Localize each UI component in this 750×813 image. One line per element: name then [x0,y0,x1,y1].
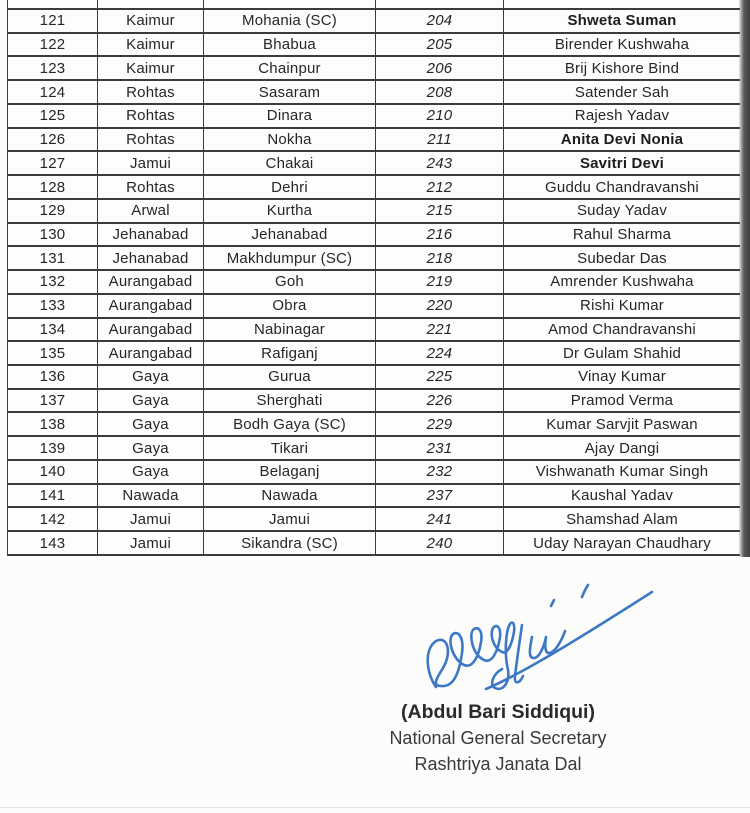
constituency-cell: Kurtha [204,200,376,222]
constituency-cell: Dinara [204,105,376,127]
serial-cell: 142 [8,508,98,530]
serial-cell: 125 [8,105,98,127]
signature-apostrophe [582,585,588,597]
signature-j-dot [551,600,554,606]
constituency-number-cell: 240 [376,532,504,554]
serial-cell: 139 [8,437,98,459]
table-row [8,437,740,461]
candidate-name-cell: Rahul Sharma [572,225,672,243]
table-row [8,176,740,200]
table-row [8,295,740,319]
candidate-name-cell: Shamshad Alam [566,510,678,528]
table-row [8,485,740,509]
constituency-cell: Rafiganj [204,342,376,364]
table-row [8,319,740,343]
page-edge-shadow [739,0,750,557]
candidate-name-cell: Shweta Suman [567,12,677,30]
serial-cell: 134 [8,319,98,341]
district-cell: Rohtas [98,176,204,198]
constituency-cell: Mohania (SC) [204,10,376,32]
constituency-cell: Chakai [204,152,376,174]
table-row [8,152,740,176]
serial-cell: 132 [8,271,98,293]
candidate-name-cell: Kumar Sarvjit Paswan [546,415,698,433]
serial-cell: 121 [8,10,98,32]
constituency-cell: Goh [204,271,376,293]
table-row [8,224,740,248]
constituency-number-cell: 231 [376,437,504,459]
candidate-name-cell [504,0,740,8]
candidate-name-cell: Brij Kishore Bind [564,59,680,77]
candidate-name-cell: Guddu Chandravanshi [545,178,699,196]
district-cell: Jamui [98,152,204,174]
page-bottom-edge [0,807,750,808]
constituency-cell: Nokha [204,129,376,151]
signature-letters-stroke [428,623,515,689]
candidate-name-cell: Anita Devi Nonia [560,131,684,149]
constituency-number-cell: 211 [376,129,504,151]
constituency-number-cell: 204 [376,10,504,32]
serial-cell: 122 [8,34,98,56]
table-row [8,200,740,224]
signature-ui-stroke [530,631,565,658]
serial-cell: 138 [8,413,98,435]
candidate-name-cell: Pramod Verma [570,392,674,410]
serial-cell: 130 [8,224,98,246]
table-row [8,413,740,437]
constituency-number-cell: 219 [376,271,504,293]
district-cell: Jehanabad [98,224,204,246]
candidate-name-cell: Vishwanath Kumar Singh [535,463,709,481]
table-row [8,34,740,58]
constituency-number-cell: 243 [376,152,504,174]
constituency-cell: Jehanabad [204,224,376,246]
constituency-number-cell: 210 [376,105,504,127]
serial-cell: 135 [8,342,98,364]
serial-cell: 129 [8,200,98,222]
constituency-number-cell: 215 [376,200,504,222]
table-row [8,57,740,81]
constituency-cell: Makhdumpur (SC) [204,247,376,269]
candidate-name-cell: Satender Sah [574,83,670,101]
candidate-name-cell: Savitri Devi [579,154,665,172]
constituency-number-cell: 237 [376,485,504,507]
constituency-number-cell: 232 [376,461,504,483]
serial-cell: 123 [8,57,98,79]
table-row [8,508,740,532]
table-row [8,342,740,366]
constituency-cell: Sasaram [204,81,376,103]
district-cell: Jamui [98,532,204,554]
candidate-name-cell: Suday Yadav [576,202,668,220]
constituency-number-cell: 224 [376,342,504,364]
table-row [8,532,740,556]
serial-cell: 133 [8,295,98,317]
serial-cell: 127 [8,152,98,174]
district-cell: Aurangabad [98,319,204,341]
constituency-cell: Bodh Gaya (SC) [204,413,376,435]
district-cell: Nawada [98,485,204,507]
constituency-cell: Bhabua [204,34,376,56]
serial-cell: 124 [8,81,98,103]
constituency-number-cell: 212 [376,176,504,198]
constituency-cell: Tikari [204,437,376,459]
candidate-name-cell: Uday Narayan Chaudhary [533,534,711,552]
constituency-number-cell: 218 [376,247,504,269]
table-row [8,129,740,153]
constituency-number-cell: 206 [376,57,504,79]
constituency-number-cell [376,0,504,8]
district-cell: Jehanabad [98,247,204,269]
candidate-name-cell: Rishi Kumar [580,297,664,315]
serial-cell: 140 [8,461,98,483]
serial-cell: 137 [8,390,98,412]
constituency-cell [204,0,376,8]
table-row [8,271,740,295]
constituency-number-cell: 225 [376,366,504,388]
constituency-number-cell: 229 [376,413,504,435]
signature-ink-image [400,575,660,710]
district-cell: Gaya [98,390,204,412]
district-cell: Rohtas [98,129,204,151]
serial-cell: 126 [8,129,98,151]
table-row [8,105,740,129]
serial-cell [8,0,98,8]
district-cell [98,0,204,8]
candidate-name-cell: Ajay Dangi [584,439,660,457]
district-cell: Rohtas [98,81,204,103]
district-cell: Gaya [98,413,204,435]
constituency-number-cell: 208 [376,81,504,103]
candidate-table [7,0,740,556]
district-cell: Aurangabad [98,342,204,364]
constituency-cell: Sikandra (SC) [204,532,376,554]
table-row [8,81,740,105]
constituency-cell: Nawada [204,485,376,507]
district-cell: Gaya [98,461,204,483]
signatory-title: National General Secretary [389,728,607,748]
district-cell: Aurangabad [98,271,204,293]
table-row [8,461,740,485]
district-cell: Gaya [98,366,204,388]
district-cell: Kaimur [98,57,204,79]
district-cell: Gaya [98,437,204,459]
signatory-text [368,699,628,777]
district-cell: Kaimur [98,34,204,56]
constituency-cell: Sherghati [204,390,376,412]
constituency-number-cell: 241 [376,508,504,530]
constituency-cell: Chainpur [204,57,376,79]
serial-cell: 141 [8,485,98,507]
candidate-name-cell: Dr Gulam Shahid [562,344,682,362]
district-cell: Rohtas [98,105,204,127]
table-row [8,390,740,414]
district-cell: Aurangabad [98,295,204,317]
constituency-cell: Gurua [204,366,376,388]
candidate-name-cell: Kaushal Yadav [570,487,674,505]
signatory-name: (Abdul Bari Siddiqui) [401,701,595,723]
table-row [8,366,740,390]
table-row [8,247,740,271]
constituency-cell: Obra [204,295,376,317]
district-cell: Kaimur [98,10,204,32]
candidate-name-cell: Amrender Kushwaha [550,273,694,291]
signatory-org: Rashtriya Janata Dal [414,754,582,774]
district-cell: Arwal [98,200,204,222]
constituency-number-cell: 205 [376,34,504,56]
table-row [8,10,740,34]
serial-cell: 143 [8,532,98,554]
candidate-name-cell: Rajesh Yadav [574,107,670,125]
candidate-name-cell: Birender Kushwaha [554,36,690,54]
candidate-name-cell: Subedar Das [577,249,667,267]
serial-cell: 128 [8,176,98,198]
constituency-number-cell: 220 [376,295,504,317]
constituency-cell: Dehri [204,176,376,198]
constituency-cell: Belaganj [204,461,376,483]
constituency-number-cell: 216 [376,224,504,246]
candidate-name-cell: Amod Chandravanshi [548,320,696,338]
constituency-cell: Jamui [204,508,376,530]
table-body [8,10,740,556]
serial-cell: 136 [8,366,98,388]
candidate-name-cell: Vinay Kumar [578,368,666,386]
district-cell: Jamui [98,508,204,530]
serial-cell: 131 [8,247,98,269]
signature-block [0,575,750,805]
constituency-number-cell: 226 [376,390,504,412]
table-row-partial [8,0,740,10]
constituency-cell: Nabinagar [204,319,376,341]
constituency-number-cell: 221 [376,319,504,341]
